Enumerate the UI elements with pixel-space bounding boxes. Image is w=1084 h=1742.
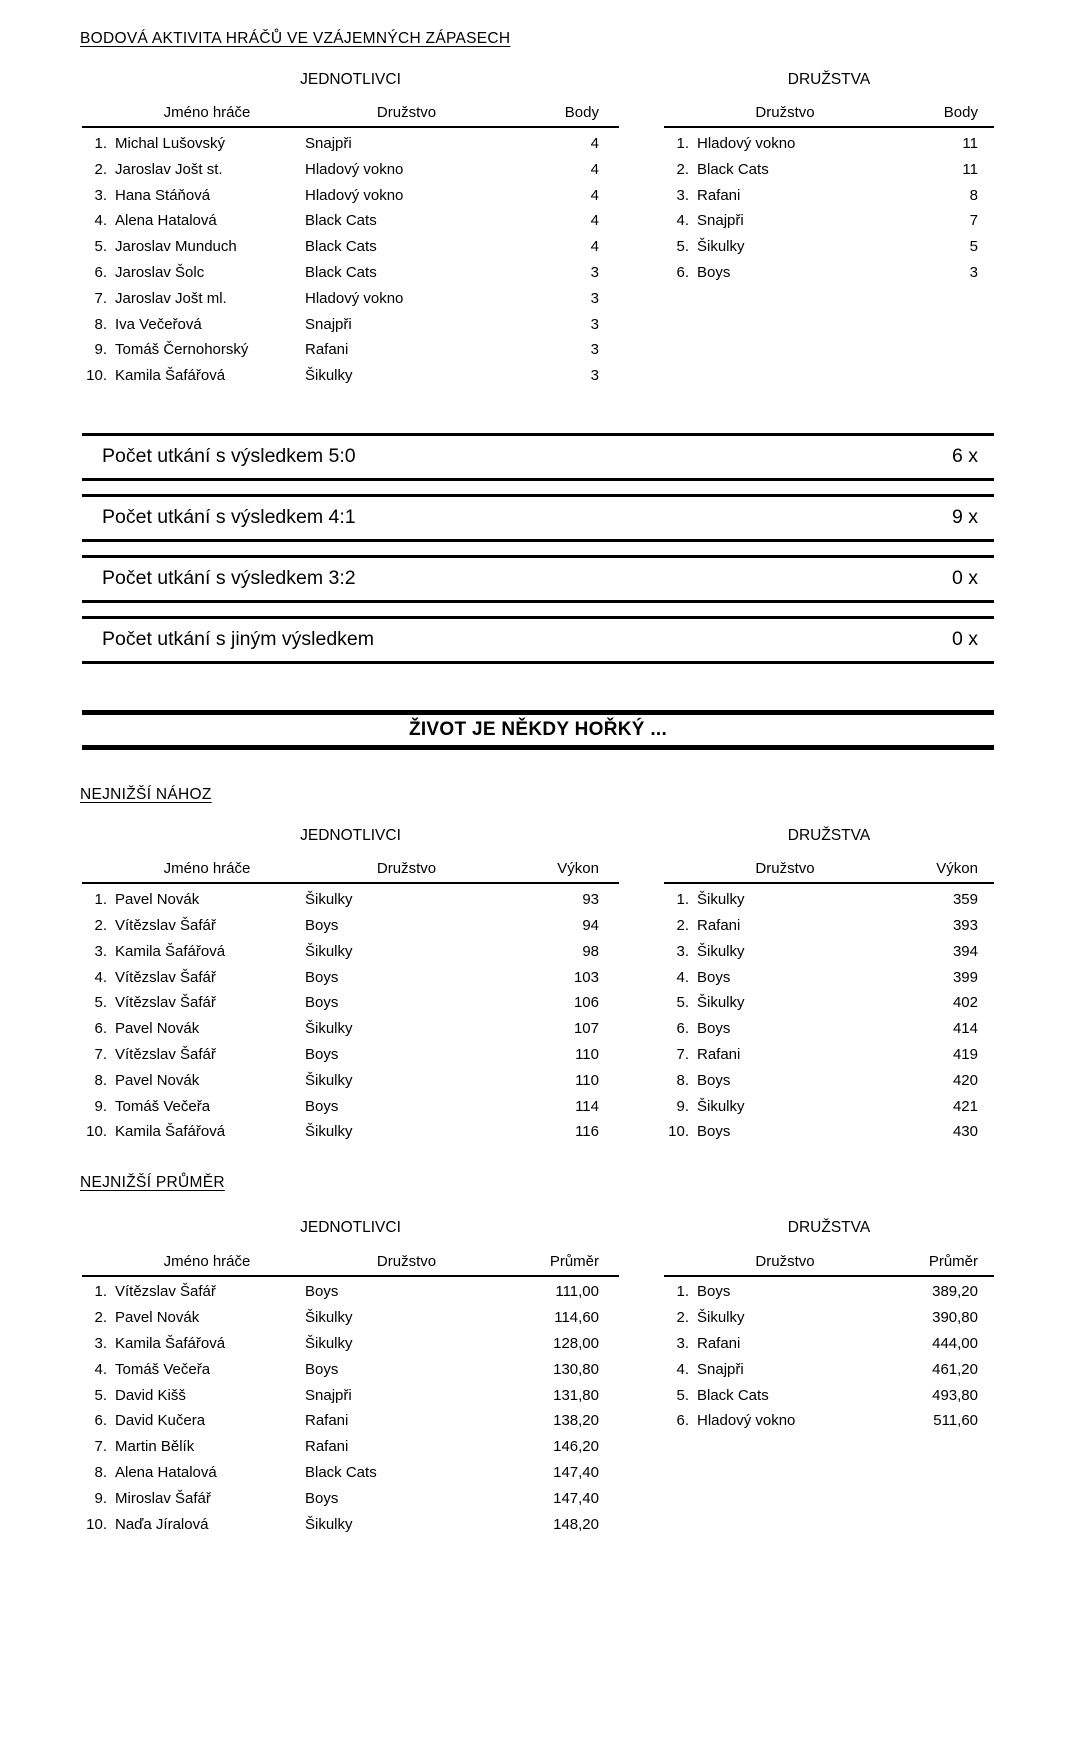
match-count-label: Počet utkání s výsledkem 4:1	[102, 506, 356, 529]
row-rank: 6.	[94, 264, 107, 282]
row-rank: 2.	[94, 160, 107, 178]
table-row	[82, 939, 619, 965]
header-average: Průměr	[928, 1252, 978, 1270]
section-heading-nahoz: NEJNIŽŠÍ NÁHOZ	[80, 786, 212, 804]
header-performance: Výkon	[936, 860, 978, 878]
row-rank: 3.	[94, 1334, 107, 1352]
match-count-banner	[82, 494, 994, 542]
row-team: Šikulky	[305, 891, 353, 909]
row-rank: 9.	[94, 1097, 107, 1115]
row-team: Black Cats	[305, 1463, 377, 1481]
row-player-name: Tomáš Černohorský	[115, 341, 249, 359]
table-row	[664, 1305, 994, 1331]
match-count-value: 9 x	[951, 506, 978, 529]
row-rank: 4.	[676, 1360, 689, 1378]
match-count-value: 0 x	[951, 628, 978, 651]
row-player-name: Alena Hatalová	[115, 1463, 217, 1481]
table-row	[82, 1331, 619, 1357]
row-team: Rafani	[697, 186, 741, 204]
header-performance: Výkon	[557, 860, 599, 878]
row-value: 11	[962, 160, 978, 178]
table-row	[82, 1357, 619, 1383]
prumer-section	[82, 1219, 994, 1538]
row-value: 110	[575, 1046, 599, 1064]
table-row	[664, 1408, 994, 1434]
nahoz-teams-rows	[664, 884, 994, 1145]
row-team: Snajpři	[305, 1386, 352, 1404]
row-rank: 6.	[676, 1020, 689, 1038]
header-points: Body	[943, 104, 978, 122]
page-title: BODOVÁ AKTIVITA HRÁČŮ VE VZÁJEMNÝCH ZÁPASECH	[80, 30, 511, 47]
row-player-name: Martin Bělík	[115, 1438, 195, 1456]
row-team: Rafani	[697, 1334, 741, 1352]
row-rank: 5.	[676, 1386, 689, 1404]
row-team: Rafani	[305, 1412, 349, 1430]
row-rank: 2.	[676, 1309, 689, 1327]
header-team: Družstvo	[376, 860, 437, 878]
row-value: 390,80	[932, 1309, 978, 1327]
row-value: 394	[952, 942, 978, 960]
row-team: Snajpři	[305, 135, 352, 153]
table-row	[82, 338, 619, 364]
row-team: Black Cats	[305, 264, 377, 282]
row-value: 430	[952, 1123, 978, 1141]
table-row	[664, 131, 994, 157]
row-rank: 5.	[676, 238, 689, 256]
match-count-label: Počet utkání s výsledkem 3:2	[102, 567, 356, 590]
points-individuals-rows	[82, 128, 619, 389]
teams-title: DRUŽSTVA	[787, 826, 871, 844]
row-rank: 2.	[94, 917, 107, 935]
row-rank: 4.	[676, 968, 689, 986]
table-row	[664, 887, 994, 913]
row-player-name: Vítězslav Šafář	[115, 968, 216, 986]
table-row	[664, 1120, 994, 1146]
row-player-name: Tomáš Večeřa	[115, 1360, 211, 1378]
table-row	[82, 1460, 619, 1486]
row-rank: 3.	[94, 186, 107, 204]
row-team: Boys	[697, 1283, 731, 1301]
row-team: Rafani	[305, 1438, 349, 1456]
row-player-name: Vítězslav Šafář	[115, 994, 216, 1012]
header-team: Družstvo	[755, 1252, 815, 1270]
table-row	[82, 1042, 619, 1068]
table-row	[664, 234, 994, 260]
row-rank: 5.	[94, 238, 107, 256]
prumer-individuals-rows	[82, 1277, 619, 1538]
row-value: 4	[590, 212, 599, 230]
match-count-banners	[82, 433, 994, 664]
row-value: 402	[952, 994, 978, 1012]
row-team: Black Cats	[305, 212, 377, 230]
row-team: Rafani	[697, 1046, 741, 1064]
table-row	[664, 209, 994, 235]
row-player-name: Jaroslav Munduch	[115, 238, 237, 256]
row-rank: 1.	[94, 135, 107, 153]
row-player-name: Pavel Novák	[115, 1071, 200, 1089]
table-row	[82, 1383, 619, 1409]
table-row	[82, 157, 619, 183]
row-player-name: Pavel Novák	[115, 891, 200, 909]
row-team: Šikulky	[305, 367, 353, 385]
individuals-title: JEDNOTLIVCI	[300, 826, 401, 844]
header-team: Družstvo	[376, 104, 437, 122]
row-player-name: David Kišš	[115, 1386, 186, 1404]
row-value: 114	[575, 1097, 599, 1115]
row-value: 131,80	[553, 1386, 599, 1404]
row-player-name: Vítězslav Šafář	[115, 917, 216, 935]
row-player-name: Iva Večeřová	[115, 315, 202, 333]
row-rank: 7.	[94, 1046, 107, 1064]
row-value: 3	[590, 367, 599, 385]
row-rank: 2.	[676, 160, 689, 178]
row-value: 130,80	[553, 1360, 599, 1378]
header-average: Průměr	[549, 1252, 599, 1270]
divider-heading: ŽIVOT JE NĚKDY HOŘKÝ ...	[82, 710, 994, 750]
table-row	[82, 234, 619, 260]
row-rank: 7.	[94, 289, 107, 307]
row-value: 4	[590, 160, 599, 178]
row-value: 3	[969, 264, 978, 282]
row-value: 11	[962, 135, 978, 153]
row-player-name: Michal Lušovský	[115, 135, 226, 153]
table-row	[664, 991, 994, 1017]
row-team: Black Cats	[697, 1386, 769, 1404]
row-rank: 3.	[676, 1334, 689, 1352]
table-row	[82, 965, 619, 991]
header-team: Družstvo	[376, 1252, 437, 1270]
row-rank: 3.	[676, 942, 689, 960]
row-rank: 6.	[94, 1412, 107, 1430]
row-team: Šikulky	[697, 891, 745, 909]
row-rank: 10.	[86, 1123, 107, 1141]
row-value: 493,80	[932, 1386, 978, 1404]
section-heading-prumer: NEJNIŽŠÍ PRŮMĚR	[80, 1174, 225, 1192]
header-points: Body	[564, 104, 599, 122]
table-row	[664, 1016, 994, 1042]
match-count-banner	[82, 616, 994, 664]
prumer-teams-table	[664, 1219, 994, 1434]
row-rank: 8.	[94, 1463, 107, 1481]
row-rank: 9.	[94, 1489, 107, 1507]
table-row	[82, 183, 619, 209]
table-header	[664, 1253, 994, 1277]
row-team: Šikulky	[305, 1123, 353, 1141]
table-row	[82, 887, 619, 913]
table-row	[664, 1383, 994, 1409]
table-row	[82, 1408, 619, 1434]
table-row	[82, 131, 619, 157]
row-rank: 4.	[676, 212, 689, 230]
row-team: Boys	[697, 264, 731, 282]
match-count-label: Počet utkání s výsledkem 5:0	[102, 445, 356, 468]
row-value: 461,20	[932, 1360, 978, 1378]
row-value: 7	[969, 212, 978, 230]
table-row	[82, 1094, 619, 1120]
row-team: Boys	[305, 917, 339, 935]
row-value: 106	[573, 994, 599, 1012]
row-team: Hladový vokno	[305, 160, 404, 178]
table-row	[82, 1120, 619, 1146]
row-value: 3	[590, 315, 599, 333]
points-teams-table	[664, 71, 994, 286]
prumer-teams-rows	[664, 1277, 994, 1435]
row-rank: 2.	[676, 917, 689, 935]
table-row	[664, 1357, 994, 1383]
row-player-name: Kamila Šafářová	[115, 942, 226, 960]
table-row	[82, 1434, 619, 1460]
row-team: Black Cats	[697, 160, 769, 178]
header-player: Jméno hráče	[163, 860, 251, 878]
row-rank: 6.	[94, 1020, 107, 1038]
table-header	[82, 860, 619, 884]
row-rank: 5.	[676, 994, 689, 1012]
row-team: Boys	[697, 1123, 731, 1141]
row-value: 421	[952, 1097, 978, 1115]
document-content	[82, 30, 994, 1537]
row-rank: 7.	[676, 1046, 689, 1064]
table-header	[664, 104, 994, 128]
row-team: Boys	[305, 968, 339, 986]
row-team: Snajpři	[697, 1360, 744, 1378]
row-value: 148,20	[553, 1515, 599, 1533]
table-row	[664, 939, 994, 965]
points-teams-rows	[664, 128, 994, 286]
row-rank: 1.	[676, 135, 689, 153]
nahoz-individuals-table	[82, 827, 619, 1146]
row-value: 393	[952, 917, 978, 935]
row-player-name: David Kučera	[115, 1412, 206, 1430]
row-player-name: Kamila Šafářová	[115, 1334, 226, 1352]
table-row	[664, 913, 994, 939]
row-value: 93	[582, 891, 599, 909]
points-section	[82, 71, 994, 390]
table-row	[664, 1068, 994, 1094]
row-team: Snajpři	[697, 212, 744, 230]
row-rank: 8.	[94, 315, 107, 333]
row-rank: 3.	[94, 942, 107, 960]
row-player-name: Tomáš Večeřa	[115, 1097, 211, 1115]
row-player-name: Vítězslav Šafář	[115, 1046, 216, 1064]
row-rank: 8.	[94, 1071, 107, 1089]
row-team: Hladový vokno	[697, 135, 796, 153]
row-rank: 9.	[94, 341, 107, 359]
row-team: Šikulky	[305, 1309, 353, 1327]
table-row	[82, 1486, 619, 1512]
row-player-name: Pavel Novák	[115, 1309, 200, 1327]
table-row	[82, 209, 619, 235]
row-value: 110	[575, 1071, 599, 1089]
header-team: Družstvo	[755, 104, 815, 122]
table-row	[82, 1512, 619, 1538]
row-value: 107	[573, 1020, 599, 1038]
header-player: Jméno hráče	[163, 104, 251, 122]
points-individuals-table	[82, 71, 619, 390]
row-player-name: Miroslav Šafář	[115, 1489, 211, 1507]
individuals-title: JEDNOTLIVCI	[300, 70, 401, 88]
row-team: Boys	[305, 1097, 339, 1115]
row-value: 3	[590, 289, 599, 307]
row-player-name: Kamila Šafářová	[115, 1123, 226, 1141]
row-rank: 2.	[94, 1309, 107, 1327]
nahoz-teams-table	[664, 827, 994, 1146]
row-player-name: Jaroslav Jošt st.	[115, 160, 223, 178]
row-team: Hladový vokno	[305, 186, 404, 204]
row-rank: 7.	[94, 1438, 107, 1456]
row-team: Boys	[697, 1071, 731, 1089]
row-team: Šikulky	[305, 1515, 353, 1533]
row-player-name: Naďa Jíralová	[115, 1515, 209, 1533]
row-value: 94	[582, 917, 599, 935]
row-team: Šikulky	[697, 1097, 745, 1115]
match-count-banner	[82, 433, 994, 481]
row-team: Šikulky	[305, 942, 353, 960]
row-rank: 4.	[94, 212, 107, 230]
table-row	[82, 913, 619, 939]
row-rank: 1.	[676, 1283, 689, 1301]
row-team: Boys	[697, 1020, 731, 1038]
row-rank: 4.	[94, 1360, 107, 1378]
row-value: 3	[590, 264, 599, 282]
nahoz-section	[82, 827, 994, 1146]
row-team: Šikulky	[697, 238, 745, 256]
row-value: 4	[590, 238, 599, 256]
row-team: Boys	[305, 1489, 339, 1507]
row-rank: 1.	[676, 891, 689, 909]
row-value: 4	[590, 186, 599, 204]
header-team: Družstvo	[755, 860, 815, 878]
row-rank: 5.	[94, 994, 107, 1012]
row-value: 138,20	[553, 1412, 599, 1430]
row-value: 111,00	[555, 1283, 599, 1301]
table-header	[664, 860, 994, 884]
individuals-title: JEDNOTLIVCI	[300, 1218, 401, 1236]
row-rank: 8.	[676, 1071, 689, 1089]
row-value: 420	[952, 1071, 978, 1089]
row-value: 444,00	[932, 1334, 978, 1352]
row-rank: 6.	[676, 1412, 689, 1430]
row-rank: 5.	[94, 1386, 107, 1404]
row-rank: 3.	[676, 186, 689, 204]
table-row	[664, 1280, 994, 1306]
row-value: 98	[582, 942, 599, 960]
table-row	[82, 1280, 619, 1306]
table-row	[82, 286, 619, 312]
row-team: Boys	[305, 1046, 339, 1064]
table-row	[82, 363, 619, 389]
table-header	[82, 104, 619, 128]
table-row	[664, 1331, 994, 1357]
table-row	[664, 183, 994, 209]
row-value: 4	[590, 135, 599, 153]
row-team: Hladový vokno	[305, 289, 404, 307]
row-player-name: Pavel Novák	[115, 1020, 200, 1038]
row-team: Boys	[305, 1283, 339, 1301]
row-team: Šikulky	[697, 942, 745, 960]
row-value: 103	[573, 968, 599, 986]
row-team: Šikulky	[305, 1071, 353, 1089]
row-rank: 6.	[676, 264, 689, 282]
table-row	[82, 260, 619, 286]
row-value: 146,20	[553, 1438, 599, 1456]
row-team: Šikulky	[697, 1309, 745, 1327]
row-team: Boys	[697, 968, 731, 986]
match-count-value: 0 x	[951, 567, 978, 590]
row-value: 5	[969, 238, 978, 256]
table-header	[82, 1253, 619, 1277]
row-player-name: Hana Stáňová	[115, 186, 211, 204]
row-value: 147,40	[553, 1489, 599, 1507]
table-row	[664, 260, 994, 286]
row-player-name: Jaroslav Jošt ml.	[115, 289, 227, 307]
row-rank: 1.	[94, 891, 107, 909]
row-team: Rafani	[697, 917, 741, 935]
table-row	[82, 312, 619, 338]
row-value: 389,20	[932, 1283, 978, 1301]
row-value: 511,60	[933, 1412, 978, 1430]
row-team: Rafani	[305, 341, 349, 359]
row-player-name: Kamila Šafářová	[115, 367, 226, 385]
row-value: 128,00	[553, 1334, 599, 1352]
teams-title: DRUŽSTVA	[787, 70, 871, 88]
table-row	[82, 991, 619, 1017]
table-row	[82, 1068, 619, 1094]
row-value: 399	[952, 968, 978, 986]
row-player-name: Vítězslav Šafář	[115, 1283, 216, 1301]
row-rank: 9.	[676, 1097, 689, 1115]
table-row	[82, 1016, 619, 1042]
row-value: 8	[969, 186, 978, 204]
row-rank: 1.	[94, 1283, 107, 1301]
row-player-name: Jaroslav Šolc	[115, 264, 205, 282]
prumer-individuals-table	[82, 1219, 619, 1538]
row-player-name: Alena Hatalová	[115, 212, 217, 230]
row-value: 147,40	[553, 1463, 599, 1481]
row-value: 419	[952, 1046, 978, 1064]
table-row	[664, 1042, 994, 1068]
row-team: Boys	[305, 994, 339, 1012]
row-value: 359	[952, 891, 978, 909]
row-team: Šikulky	[305, 1020, 353, 1038]
row-rank: 10.	[86, 367, 107, 385]
table-row	[664, 965, 994, 991]
row-value: 3	[590, 341, 599, 359]
match-count-value: 6 x	[951, 445, 978, 468]
row-value: 116	[575, 1123, 599, 1141]
nahoz-individuals-rows	[82, 884, 619, 1145]
row-team: Snajpři	[305, 315, 352, 333]
match-count-banner	[82, 555, 994, 603]
match-count-label: Počet utkání s jiným výsledkem	[102, 628, 375, 651]
table-row	[82, 1305, 619, 1331]
row-rank: 10.	[86, 1515, 107, 1533]
row-team: Šikulky	[305, 1334, 353, 1352]
row-team: Hladový vokno	[697, 1412, 796, 1430]
table-row	[664, 157, 994, 183]
teams-title: DRUŽSTVA	[787, 1218, 871, 1236]
header-player: Jméno hráče	[163, 1252, 251, 1270]
row-rank: 4.	[94, 968, 107, 986]
row-team: Šikulky	[697, 994, 745, 1012]
row-team: Boys	[305, 1360, 339, 1378]
table-row	[664, 1094, 994, 1120]
row-value: 414	[952, 1020, 978, 1038]
row-rank: 10.	[668, 1123, 689, 1141]
row-team: Black Cats	[305, 238, 377, 256]
row-value: 114,60	[554, 1309, 599, 1327]
